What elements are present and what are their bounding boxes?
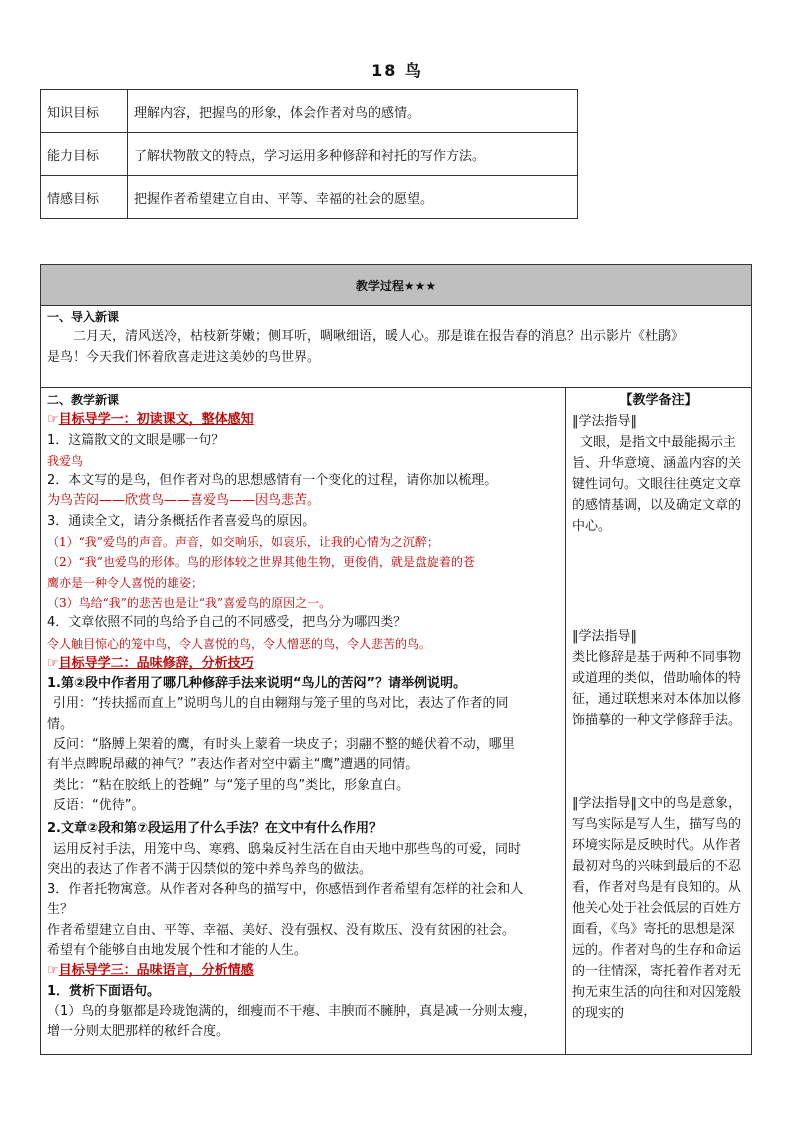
page-title: 18 鸟 bbox=[371, 61, 423, 80]
note-heading: ‖学法指导‖ bbox=[572, 629, 638, 644]
intro-text-2: 是鸟！今天我们怀着欣喜走进这美妙的鸟世界。 bbox=[47, 350, 321, 365]
goal-label: 能力目标 bbox=[41, 133, 128, 176]
answer: 我爱鸟 bbox=[47, 453, 84, 468]
question: 4．文章依照不同的鸟给予自己的不同感受，把鸟分为哪四类？ bbox=[47, 615, 407, 631]
answer: 为鸟苦闷——欣赏鸟——喜爱鸟——因鸟悲苦。 bbox=[47, 493, 321, 509]
intro-text-1: 二月天，清风送冷，枯枝新芽嫩；侧耳听，啁啾细语，暖人心。那是谁在报告春的消息？出示影片《杜鹃》 bbox=[73, 329, 685, 344]
question: 3．作者托物寓意。从作者对各种鸟的描写中，你感悟到作者希望有怎样的社会和人 bbox=[47, 882, 524, 898]
intro-section bbox=[40, 305, 752, 388]
table-row bbox=[41, 133, 578, 176]
answer: 令人触目惊心的笼中鸟，令人喜悦的鸟，令人憎恶的鸟，令人悲苦的鸟。 bbox=[47, 636, 432, 651]
table-row bbox=[41, 176, 578, 219]
note-heading bbox=[572, 793, 745, 1024]
question: 1.第②段中作者用了哪几种修辞手法来说明“鸟儿的苦闷”？请举例说明。 bbox=[47, 676, 467, 692]
lesson-content bbox=[41, 388, 566, 1054]
answer: 突出的表达了作者不满于囚禁似的笼中养鸟养鸟的做法。 bbox=[47, 861, 373, 877]
table-row bbox=[41, 90, 578, 133]
goal-label: 知识目标 bbox=[41, 90, 128, 133]
goal-label: 情感目标 bbox=[41, 176, 128, 219]
question: 生？ bbox=[47, 902, 74, 918]
question: 1．赏析下面语句。 bbox=[47, 983, 161, 999]
goal-text: 了解状物散文的特点，学习运用多种修辞和衬托的写作方法。 bbox=[128, 133, 578, 176]
answer: 运用反衬手法，用笼中鸟、寒鸦、鸱枭反衬生活在自由天地中那些鸟的可爱，同时 bbox=[53, 841, 522, 857]
pointing-hand-icon: ☞ bbox=[47, 963, 59, 979]
answer: 反语：“优待”。 bbox=[53, 797, 145, 813]
answer: （2）“我”也爱鸟的形体。鸟的形体较之世界其他生物，更俊俏，就是盘旋着的苍 bbox=[47, 555, 475, 570]
process-header: 教学过程★★★ bbox=[40, 264, 752, 306]
question: 3．通读全文，请分条概括作者喜爱鸟的原因。 bbox=[47, 513, 316, 529]
section-heading: 二、教学新课 bbox=[47, 393, 120, 407]
answer: 情。 bbox=[47, 716, 74, 732]
pointing-hand-icon: ☞ bbox=[47, 412, 59, 428]
answer: 类比：“粘在胶纸上的苍蝇” 与“笼子里的鸟”类比，形象直白。 bbox=[53, 777, 410, 793]
note-text: 类比修辞是基于两种不同事物或道理的类似，借助喻体的特征，通过联想来对本体加以修饰描摹的一种文学修辞手法。 bbox=[572, 650, 742, 728]
answer: （1）“我”爱鸟的声音。声音，如交响乐，如哀乐，让我的心情为之沉醉； bbox=[47, 535, 439, 550]
goal-text: 把握作者希望建立自由、平等、幸福的社会的愿望。 bbox=[128, 176, 578, 219]
answer: 反问：“胳膊上架着的鹰，有时头上蒙着一块皮子；羽翮不整的蜷伏着不动，哪里 bbox=[53, 737, 515, 753]
note-heading: ‖学法指导‖ bbox=[572, 414, 638, 429]
answer: 作者希望建立自由、平等、幸福、美好、没有强权、没有欺压、没有贫困的社会。 bbox=[47, 922, 516, 938]
answer: 希望有个能够自由地发展个性和才能的人生。 bbox=[47, 943, 308, 959]
goals-table bbox=[40, 89, 578, 219]
answer: （1）鸟的身躯都是玲珑饱满的，细瘦而不干瘪、丰腴而不臃肿，真是减一分则太瘦， bbox=[47, 1003, 537, 1019]
answer: 引用：“抟扶摇而直上”说明鸟儿的自由翱翔与笼子里的鸟对比，表达了作者的同 bbox=[53, 696, 509, 712]
teaching-notes bbox=[566, 388, 751, 1054]
intro-heading: 一、导入新课 bbox=[47, 310, 120, 324]
note-text: 文眼，是指文中最能揭示主旨、升华意境、涵盖内容的关键性词句。文眼往往奠定文章的感情基调，以及确定文章的中心。 bbox=[572, 435, 742, 534]
pointing-hand-icon: ☞ bbox=[47, 655, 59, 671]
answer: 鹰亦是一种令人喜悦的雄姿； bbox=[47, 575, 204, 590]
goal-heading-3: 目标导学三：品味语言，分析情感 bbox=[58, 963, 254, 979]
question: 2.文章②段和第⑦段运用了什么手法？在文中有什么作用？ bbox=[47, 821, 382, 837]
note-text: 文中的鸟是意象，写鸟实际是写人生，描写鸟的环境实际是反映时代。从作者最初对鸟的兴味到最后的不忍看，作者对鸟是有良知的。从他关心处于社会低层的百姓方面看，《鸟》寄托的思想是深远的。作者对鸟的生存和命运的一往情深，寄托着作者对无拘无束生活的向往和对囚笼般的现实的 bbox=[572, 796, 742, 1021]
goal-heading-2: 目标导学二：品味修辞，分析技巧 bbox=[58, 655, 254, 671]
note-heading-label: ‖学法指导‖ bbox=[572, 796, 638, 811]
answer: 有半点睥睨昂藏的神气？”表达作者对空中霸主“鹰”遭遇的同情。 bbox=[47, 757, 419, 773]
goal-text: 理解内容，把握鸟的形象，体会作者对鸟的感情。 bbox=[128, 90, 578, 133]
question: 1．这篇散文的文眼是哪一句？ bbox=[47, 432, 225, 448]
question: 2．本文写的是鸟，但作者对鸟的思想感情有一个变化的过程，请你加以梳理。 bbox=[47, 473, 498, 489]
answer: 增一分则太肥那样的秾纤合度。 bbox=[47, 1024, 230, 1040]
lesson-body bbox=[40, 387, 752, 1055]
notes-title: 【教学备注】 bbox=[619, 393, 698, 408]
answer: （3）鸟给“我”的悲苦也是让“我”喜爱鸟的原因之一。 bbox=[47, 595, 332, 610]
goal-heading-1: 目标导学一：初读课文，整体感知 bbox=[58, 412, 254, 428]
